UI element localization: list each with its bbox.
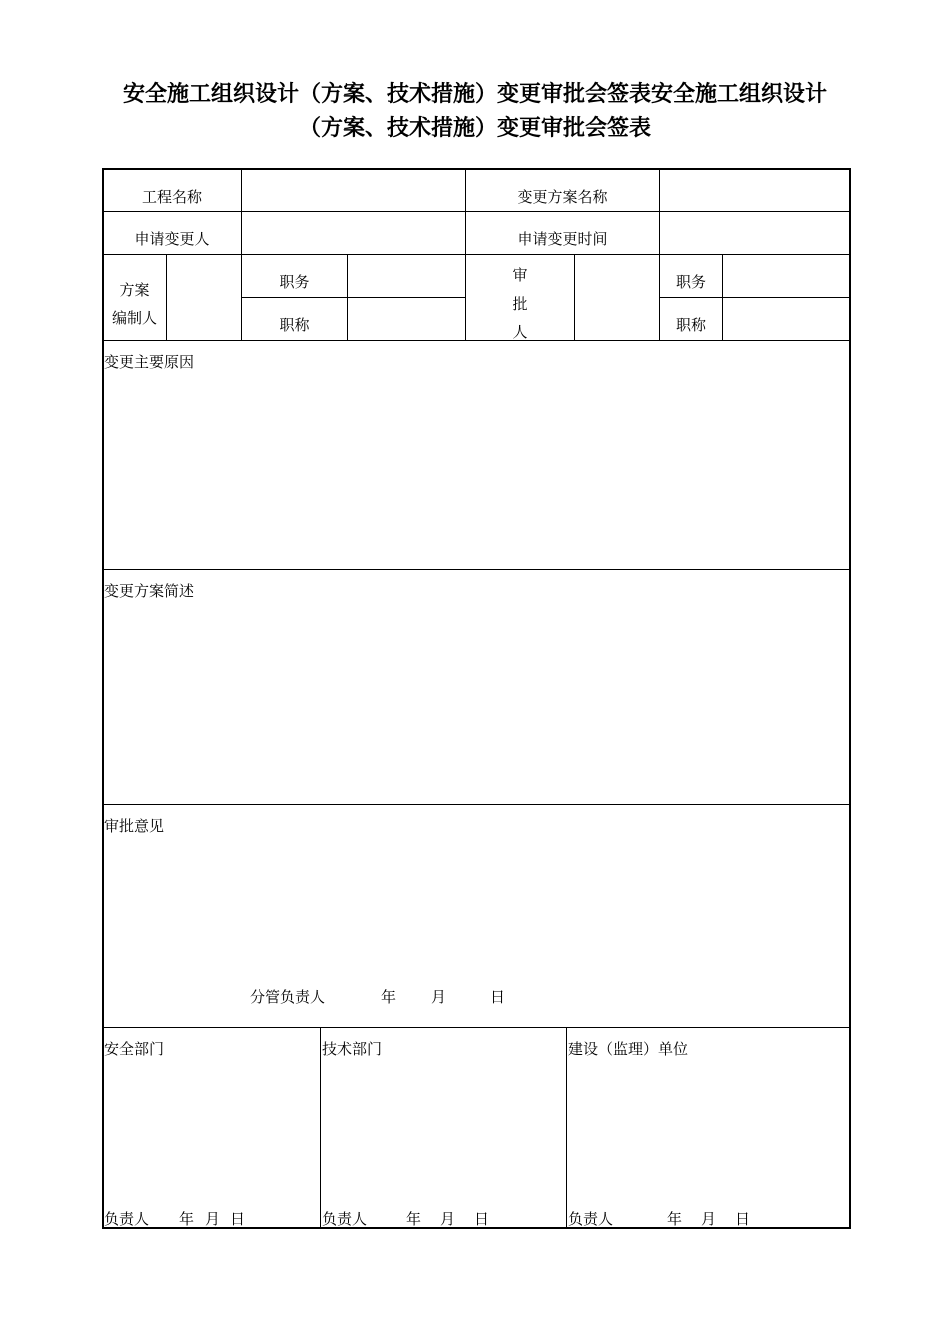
opinion-sign-year: 年 xyxy=(381,988,397,1006)
compiler-label-line1: 方案 xyxy=(119,281,150,299)
reason-field[interactable] xyxy=(103,375,850,568)
apply-time-field[interactable] xyxy=(660,212,850,254)
row-divider xyxy=(103,1027,850,1028)
column-divider xyxy=(566,1027,567,1227)
approver-field[interactable] xyxy=(575,255,659,340)
opinion-sign-month: 月 xyxy=(431,988,447,1006)
compiler-title-rank-label: 职称 xyxy=(279,316,310,334)
approver-position-label: 职务 xyxy=(675,273,706,291)
summary-field[interactable] xyxy=(103,604,850,803)
approver-label-line3: 人 xyxy=(512,323,528,341)
opinion-sign-day: 日 xyxy=(490,988,506,1006)
compiler-position-label: 职务 xyxy=(279,273,310,291)
compiler-field[interactable] xyxy=(167,255,241,340)
project-name-field[interactable] xyxy=(242,170,465,211)
dept-supervision-year: 年 xyxy=(667,1210,683,1228)
document-title-line2: （方案、技术措施）变更审批会签表 xyxy=(298,116,651,141)
dept-tech-sign: 负责人 xyxy=(322,1210,368,1228)
dept-safety-label: 安全部门 xyxy=(104,1040,165,1058)
dept-tech-label: 技术部门 xyxy=(322,1040,383,1058)
opinion-sign-person: 分管负责人 xyxy=(250,988,326,1006)
dept-supervision-label: 建设（监理）单位 xyxy=(568,1040,689,1058)
dept-supervision-day: 日 xyxy=(735,1210,751,1228)
column-divider xyxy=(320,1027,321,1227)
dept-supervision-month: 月 xyxy=(701,1210,717,1228)
dept-safety-sign: 负责人 xyxy=(104,1210,150,1228)
summary-label: 变更方案简述 xyxy=(104,582,195,600)
dept-safety-year: 年 xyxy=(179,1210,195,1228)
compiler-label-line2: 编制人 xyxy=(111,309,157,327)
dept-safety-day: 日 xyxy=(230,1210,246,1228)
change-plan-name-label: 变更方案名称 xyxy=(517,188,608,206)
reason-label: 变更主要原因 xyxy=(104,353,195,371)
approver-title-rank-label: 职称 xyxy=(675,316,706,334)
approver-title-rank-field[interactable] xyxy=(723,298,850,340)
dept-tech-month: 月 xyxy=(440,1210,456,1228)
approver-label-line2: 批 xyxy=(512,295,528,313)
dept-supervision-sign: 负责人 xyxy=(568,1210,614,1228)
dept-tech-year: 年 xyxy=(406,1210,422,1228)
compiler-title-rank-field[interactable] xyxy=(348,298,465,340)
project-name-label: 工程名称 xyxy=(141,188,202,206)
applicant-field[interactable] xyxy=(242,212,465,254)
approver-position-field[interactable] xyxy=(723,255,850,297)
compiler-position-field[interactable] xyxy=(348,255,465,297)
document-title-line1: 安全施工组织设计（方案、技术措施）变更审批会签表安全施工组织设计 xyxy=(122,82,827,107)
row-divider xyxy=(103,569,850,570)
dept-tech-day: 日 xyxy=(474,1210,490,1228)
applicant-label: 申请变更人 xyxy=(134,230,210,248)
opinion-field[interactable] xyxy=(103,840,850,980)
dept-safety-month: 月 xyxy=(205,1210,221,1228)
change-plan-name-field[interactable] xyxy=(660,170,850,211)
opinion-label: 审批意见 xyxy=(104,817,165,835)
approver-label-line1: 审 xyxy=(512,266,528,284)
apply-time-label: 申请变更时间 xyxy=(517,230,608,248)
row-divider xyxy=(103,804,850,805)
